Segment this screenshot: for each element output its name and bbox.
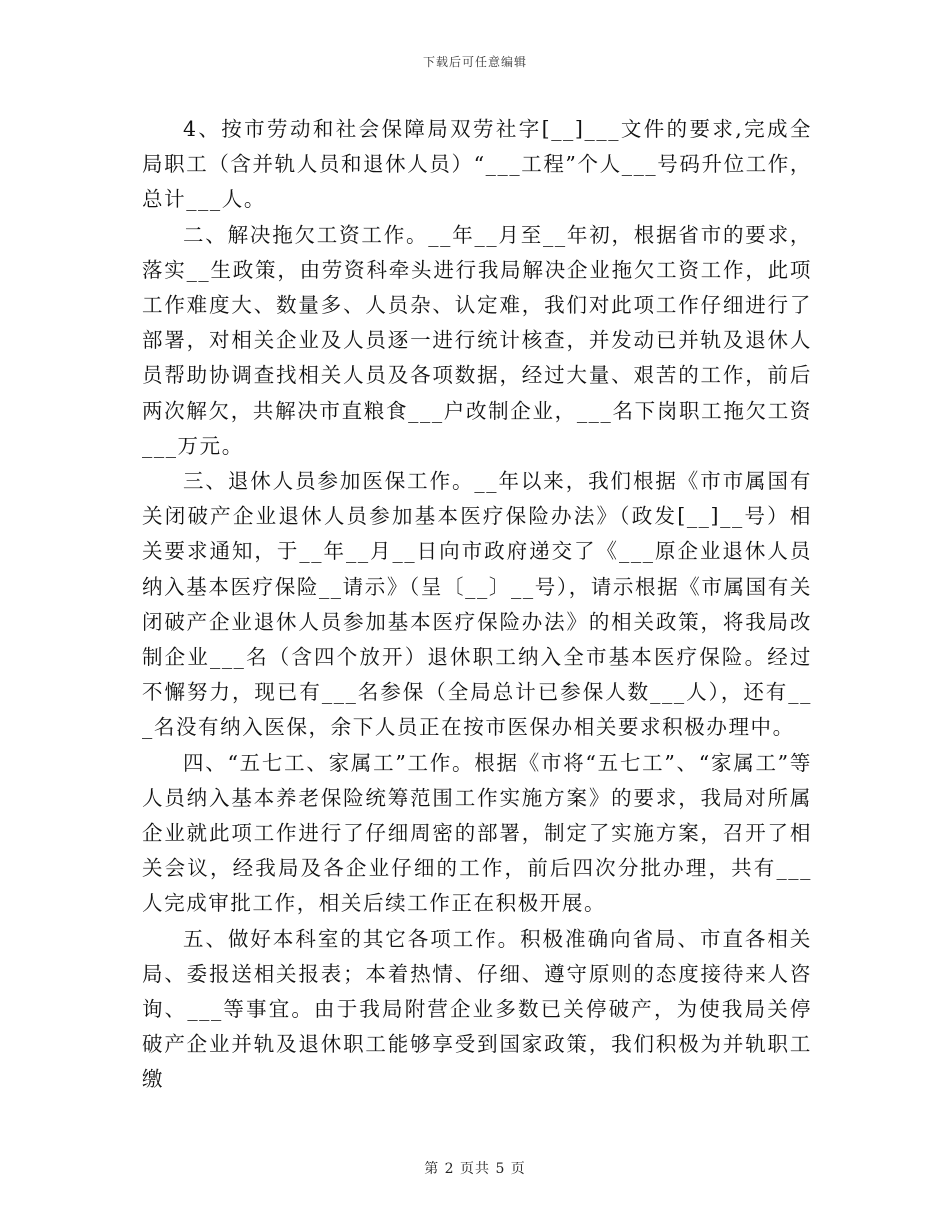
paragraph-unpaid-wages: 二、解决拖欠工资工作。__年__月至__年初，根据省市的要求，落实__生政策，由劳资科牵头进行我局解决企业拖欠工资工作，此项工作难度大、数量多、人员杂、认定难，我们对此项工作仔细进行了部署，对相关企业及人员逐一进行统计核查，并发动已并轨及退休人员帮助协调查找相关人员及各项数据，经过大量、艰苦的工作，前后两次解欠，共解决市直粮食___户改制企业，___名下岗职工拖欠工资___万元。 — [142, 222, 812, 458]
page-header: 下载后可任意编辑 — [422, 55, 527, 69]
paragraph-family-workers: 四、“五七工、家属工”工作。根据《市将“五七工”、“家属工”等人员纳入基本养老保险统筹范围工作实施方案》的要求，我局对所属企业就此项工作进行了仔细周密的部署，制定了实施方案，召开了相关会议，经我局及各企业仔细的工作，前后四次分批办理，共有___人完成审批工作，相关后续工作正在积极开展。 — [142, 750, 812, 916]
document-body — [142, 112, 812, 1098]
paragraph-retiree-medical-insurance: 三、退休人员参加医保工作。__年以来，我们根据《市市属国有关闭破产企业退休人员参加基本医疗保险办法》（政发[__]__号）相关要求通知，于__年__月__日向市政府递交了《___原企业退休人员纳入基本医疗保险__请示》（呈〔__〕__号），请示根据《市属国有关闭破产企业退休人员参加基本医疗保险办法》的相关政策，将我局改制企业___名（含四个放开）退休职工纳入全市基本医疗保险。经过不懈努力，现已有___名参保（全局总计已参保人数___人），还有___名没有纳入医保，余下人员正在按市医保办相关要求积极办理中。 — [142, 469, 812, 740]
paragraph-other-work: 五、做好本科室的其它各项工作。积极准确向省局、市直各相关局、委报送相关报表；本着热情、仔细、遵守原则的态度接待来人咨询、___等事宜。由于我局附营企业多数已关停破产，为使我局关停破产企业并轨及退休职工能够享受到国家政策，我们积极为并轨职工缴 — [142, 926, 812, 1092]
paragraph-item-4: 4、按市劳动和社会保障局双劳社字[__]___文件的要求,完成全局职工（含并轨人员和退休人员）“___工程”个人___号码升位工作，总计___人。 — [142, 117, 812, 212]
page-number: 第 2 页共 5 页 — [424, 1161, 526, 1177]
